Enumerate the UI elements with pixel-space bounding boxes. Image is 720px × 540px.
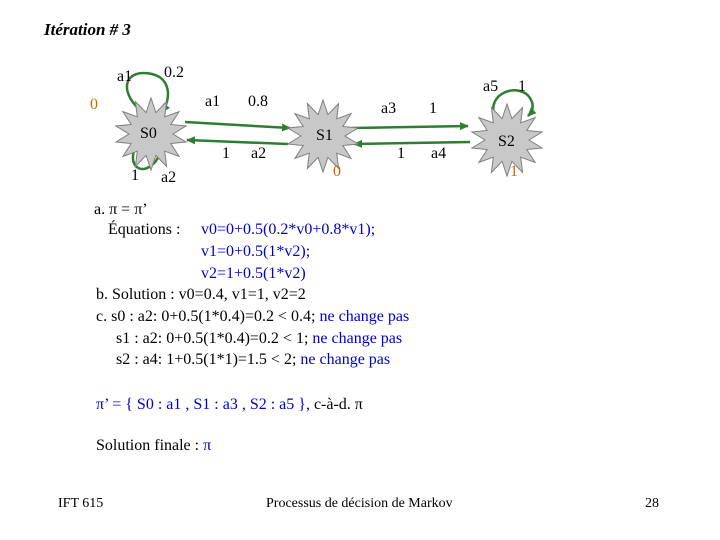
s1-s2-action-label: a3 [381,100,397,117]
s0-loop-prob-label: 0.2 [164,64,184,81]
line-c3-text: s2 : a4: 1+0.5(1*1)=1.5 < 2; [116,351,297,368]
final-solution-symbol: π [203,437,212,454]
line-b: b. Solution : v0=0.4, v1=1, v2=2 [96,286,306,303]
line-c3-verdict: ne change pas [300,351,391,368]
s1-to-s2-arrow [352,126,468,128]
equation-3: v2=1+0.5(1*v2) [201,265,306,282]
equation-2: v1=0+0.5(1*v2); [201,243,311,260]
line-c1-verdict: ne change pas [319,308,410,325]
s1-s0-action-label: a2 [251,145,267,162]
equation-1: v0=0+0.5(0.2*v0+0.8*v1); [201,221,376,238]
s0-s1-action-label: a1 [205,93,221,110]
footer-page-number: 28 [645,496,659,511]
s1-to-s0-arrow [187,140,288,144]
state-s2-label: S2 [498,133,515,150]
final-solution-line [96,437,211,455]
s2-loop-arrow [493,90,532,118]
slide-title: Itération # 3 [44,20,131,39]
s0-to-s1-arrow [185,122,290,128]
s0-loop2-prob-label: 1 [131,167,139,184]
footer-topic: Processus de décision de Markov [266,496,453,511]
s1-s0-prob-label: 1 [222,145,230,162]
s0-loop-action-label: a1 [117,68,133,85]
policy-suffix: c-à-d. π [313,396,363,413]
s2-to-s1-arrow [354,142,470,144]
policy-line [96,396,363,414]
policy-text: π’ = { S0 : a1 , S1 : a3 , S2 : a5 }, [96,396,310,413]
state-s2-value: 1 [510,163,518,180]
s1-s2-prob-label: 1 [429,100,437,117]
line-c2-text: s1 : a2: 0+0.5(1*0.4)=0.2 < 1; [116,330,309,347]
s2-loop-prob-label: 1 [518,78,526,95]
s0-loop2-action-label: a2 [161,169,177,186]
s2-s1-action-label: a4 [431,145,447,162]
line-c1 [96,308,409,326]
mdp-diagram [0,0,720,200]
s2-s1-prob-label: 1 [397,145,405,162]
final-solution-label: Solution finale : [96,437,200,454]
footer-course: IFT 615 [58,496,104,511]
state-s0-value: 0 [90,96,98,113]
state-s0-label: S0 [140,125,157,142]
line-c2-verdict: ne change pas [312,330,403,347]
line-c2 [116,330,402,348]
s2-loop-action-label: a5 [483,78,499,95]
line-c1-text: c. s0 : a2: 0+0.5(1*0.4)=0.2 < 0.4; [96,308,316,325]
state-s1-value: 0 [333,163,341,180]
line-c3 [116,351,390,369]
equations-label: Équations : [108,221,181,238]
line-a: a. π = π’ [94,201,148,218]
state-s1-label: S1 [316,127,333,144]
s0-s1-prob-label: 0.8 [248,93,268,110]
